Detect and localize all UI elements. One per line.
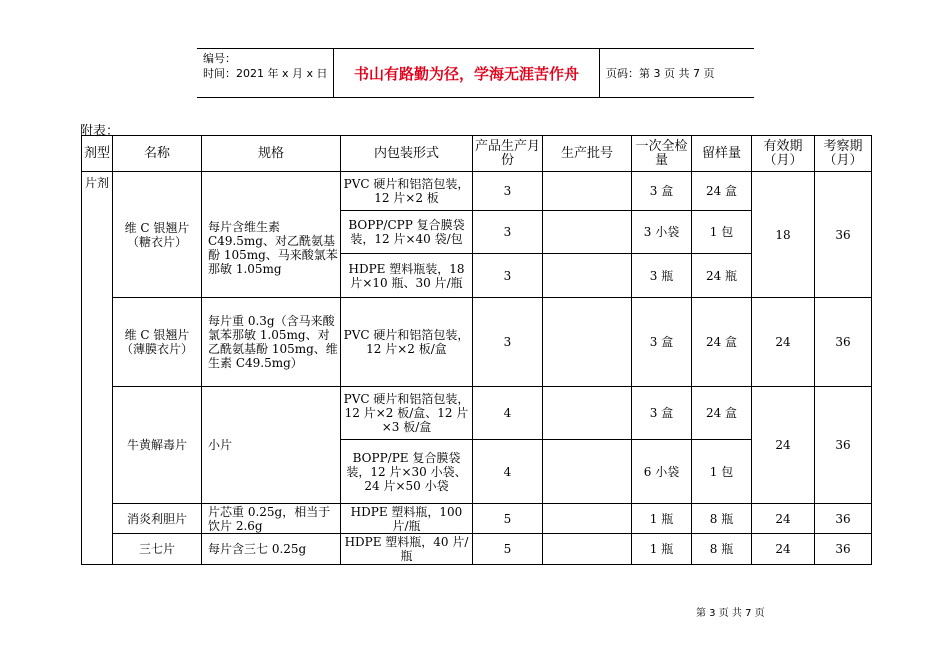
observation-cell: 36 <box>815 534 872 565</box>
product-spec-cell: 小片 <box>202 387 341 504</box>
product-spec-cell: 每片含三七 0.25g <box>202 534 341 565</box>
header-motto: 书山有路勤为径，学海无涯苦作舟 <box>334 49 600 97</box>
observation-cell: 36 <box>815 298 872 387</box>
validity-cell: 24 <box>752 298 815 387</box>
production-month-cell: 3 <box>473 211 543 254</box>
packaging-cell: HDPE 塑料瓶装，18 片×10 瓶、30 片/瓶 <box>341 254 473 298</box>
header-validity: 有效期（月） <box>752 136 815 172</box>
dosage-form-cell: 片剂 <box>82 172 113 565</box>
page-header <box>197 48 754 98</box>
product-name-cell: 消炎利胆片 <box>113 504 202 534</box>
batch-cell <box>543 254 632 298</box>
observation-cell: 36 <box>815 172 872 298</box>
inspection-cell: 1 瓶 <box>632 504 692 534</box>
retention-cell: 24 盒 <box>692 172 752 211</box>
product-name-cell: 维 C 银翘片（薄膜衣片） <box>113 298 202 387</box>
packaging-cell: PVC 硬片和铝箔包装，12 片×2 板/盒、12 片×3 板/盒 <box>341 387 473 440</box>
header-name: 名称 <box>113 136 202 172</box>
header-full-inspection: 一次全检量 <box>632 136 692 172</box>
batch-cell <box>543 387 632 440</box>
header-retention: 留样量 <box>692 136 752 172</box>
product-spec-cell: 片芯重 0.25g，相当于饮片 2.6g <box>202 504 341 534</box>
batch-cell <box>543 440 632 504</box>
inspection-cell: 3 瓶 <box>632 254 692 298</box>
header-page-label: 页码：第 3 页 共 7 页 <box>606 67 715 80</box>
production-month-cell: 4 <box>473 440 543 504</box>
table-header-row <box>82 136 872 172</box>
header-meta <box>197 49 334 97</box>
header-packaging: 内包装形式 <box>341 136 473 172</box>
table-row <box>82 172 872 211</box>
observation-cell: 36 <box>815 504 872 534</box>
table-row <box>82 298 872 387</box>
packaging-cell: PVC 硬片和铝箔包装，12 片×2 板/盒 <box>341 298 473 387</box>
retention-cell: 8 瓶 <box>692 504 752 534</box>
inspection-cell: 3 盒 <box>632 172 692 211</box>
retention-cell: 8 瓶 <box>692 534 752 565</box>
production-month-cell: 4 <box>473 387 543 440</box>
retention-cell: 24 盒 <box>692 298 752 387</box>
attachment-label: 附表： <box>80 124 120 139</box>
batch-cell <box>543 298 632 387</box>
batch-cell <box>543 172 632 211</box>
header-batch: 生产批号 <box>543 136 632 172</box>
observation-cell: 36 <box>815 387 872 504</box>
table-row <box>82 387 872 440</box>
retention-cell: 24 瓶 <box>692 254 752 298</box>
inspection-cell: 1 瓶 <box>632 534 692 565</box>
inspection-cell: 3 小袋 <box>632 211 692 254</box>
product-name-cell: 牛黄解毒片 <box>113 387 202 504</box>
table-row <box>82 534 872 565</box>
packaging-cell: HDPE 塑料瓶，100 片/瓶 <box>341 504 473 534</box>
product-spec-cell: 每片含维生素 C49.5mg、对乙酰氨基酚 105mg、马来酸氯苯那敏 1.05mg <box>202 172 341 298</box>
batch-cell <box>543 211 632 254</box>
validity-cell: 24 <box>752 387 815 504</box>
page-footer: 第 3 页 共 7 页 <box>696 608 765 619</box>
inspection-cell: 3 盒 <box>632 298 692 387</box>
retention-cell: 1 包 <box>692 211 752 254</box>
product-name-cell: 维 C 银翘片（糖衣片） <box>113 172 202 298</box>
header-spec: 规格 <box>202 136 341 172</box>
retention-cell: 24 盒 <box>692 387 752 440</box>
table-row <box>82 504 872 534</box>
retention-cell: 1 包 <box>692 440 752 504</box>
inspection-cell: 3 盒 <box>632 387 692 440</box>
production-month-cell: 3 <box>473 254 543 298</box>
header-observation: 考察期（月） <box>815 136 872 172</box>
product-name-cell: 三七片 <box>113 534 202 565</box>
number-label: 编号： <box>203 52 236 65</box>
production-month-cell: 3 <box>473 172 543 211</box>
batch-cell <box>543 534 632 565</box>
header-production-month: 产品生产月份 <box>473 136 543 172</box>
header-dosage-form: 剂型 <box>82 136 113 172</box>
validity-cell: 18 <box>752 172 815 298</box>
time-label: 时间：2021 年 x 月 x 日 <box>203 67 328 80</box>
packaging-cell: BOPP/PE 复合膜袋装，12 片×30 小袋、24 片×50 小袋 <box>341 440 473 504</box>
production-month-cell: 5 <box>473 504 543 534</box>
inspection-cell: 6 小袋 <box>632 440 692 504</box>
validity-cell: 24 <box>752 504 815 534</box>
product-spec-cell: 每片重 0.3g（含马来酸氯苯那敏 1.05mg、对乙酰氨基酚 105mg、维生素 C49.5mg） <box>202 298 341 387</box>
packaging-cell: PVC 硬片和铝箔包装，12 片×2 板 <box>341 172 473 211</box>
sample-table <box>81 135 872 565</box>
production-month-cell: 3 <box>473 298 543 387</box>
batch-cell <box>543 504 632 534</box>
production-month-cell: 5 <box>473 534 543 565</box>
packaging-cell: BOPP/CPP 复合膜袋装，12 片×40 袋/包 <box>341 211 473 254</box>
packaging-cell: HDPE 塑料瓶，40 片/瓶 <box>341 534 473 565</box>
validity-cell: 24 <box>752 534 815 565</box>
